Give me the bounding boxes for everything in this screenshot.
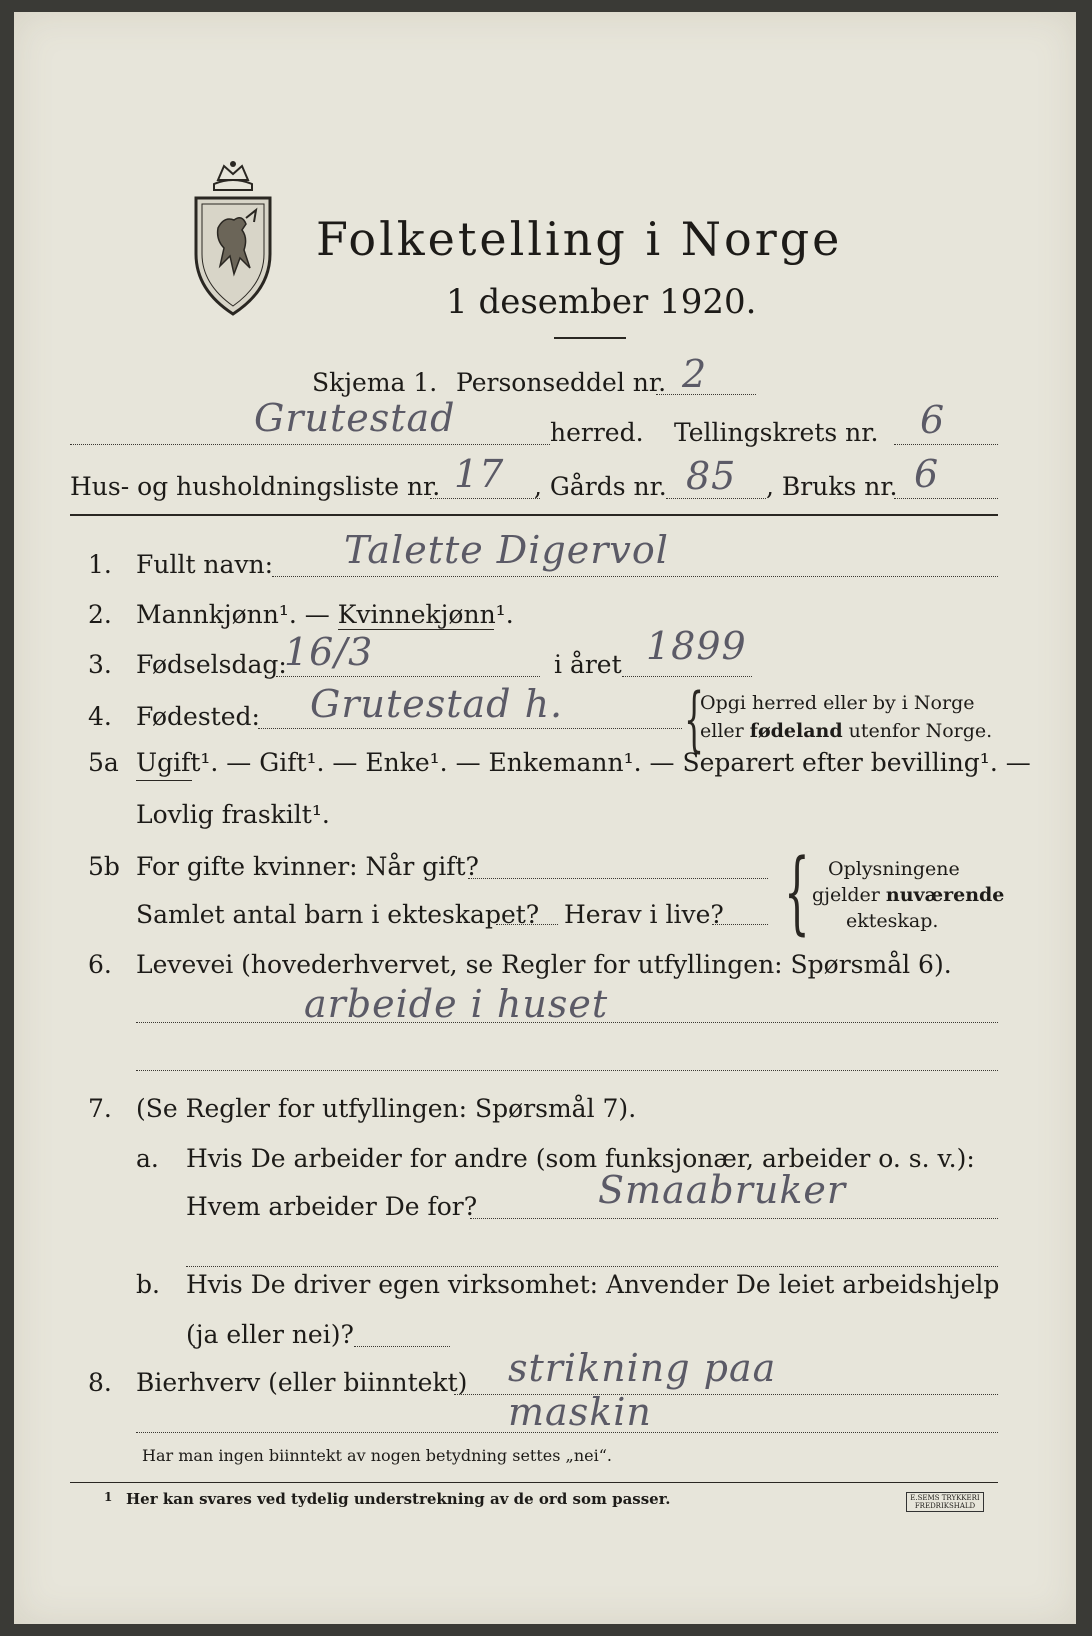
q5b-brace: { xyxy=(784,840,810,945)
coat-of-arms-icon xyxy=(190,158,276,318)
q4-note-line2: eller fødeland utenfor Norge. xyxy=(700,720,993,742)
q7a-label: Hvis De arbeider for andre (som funksjonær, arbeider o. s. v.): xyxy=(186,1144,975,1173)
q5b-married-line xyxy=(468,878,768,879)
q8-number: 8. xyxy=(88,1368,112,1397)
gards-value[interactable]: 85 xyxy=(686,454,737,498)
gards-label: , Gårds nr. xyxy=(534,472,667,501)
tellingskrets-value[interactable]: 6 xyxy=(920,398,946,442)
q7b-letter: b. xyxy=(136,1270,160,1299)
tellingskrets-label: Tellingskrets nr. xyxy=(674,418,879,447)
q2-number: 2. xyxy=(88,600,112,629)
herred-line xyxy=(70,444,550,445)
herred-label: herred. xyxy=(550,418,644,447)
hus-label: Hus- og husholdningsliste nr. xyxy=(70,472,441,501)
side-income-value2[interactable]: maskin xyxy=(508,1390,652,1434)
skjema-label: Skjema 1. xyxy=(312,368,438,397)
occupation-value[interactable]: arbeide i huset xyxy=(304,982,609,1026)
footnote-divider xyxy=(70,1482,998,1483)
q1-label: Fullt navn: xyxy=(136,550,274,579)
q7a-employer-label: Hvem arbeider De for? xyxy=(186,1192,478,1221)
census-date: 1 desember 1920. xyxy=(446,282,757,322)
title-divider xyxy=(554,337,626,339)
employer-value[interactable]: Smaabruker xyxy=(598,1168,847,1212)
q6-number: 6. xyxy=(88,950,112,979)
q7b-label: Hvis De driver egen virksomhet: Anvender De leiet arbeidshjelp xyxy=(186,1270,1000,1299)
q1-number: 1. xyxy=(88,550,112,579)
hus-value[interactable]: 17 xyxy=(454,452,505,496)
q7-number: 7. xyxy=(88,1094,112,1123)
q3-number: 3. xyxy=(88,650,112,679)
herred-value[interactable]: Grutestad xyxy=(254,396,456,440)
q7a-line1 xyxy=(470,1218,998,1219)
bruks-value[interactable]: 6 xyxy=(914,452,940,496)
q4-note-line1: Opgi herred eller by i Norge xyxy=(700,692,975,714)
census-form xyxy=(14,12,1076,1624)
personseddel-label: Personseddel nr. xyxy=(456,368,667,397)
q5b-note1: Oplysningene xyxy=(828,858,960,880)
q6-line1 xyxy=(136,1022,998,1023)
q5b-number: 5b xyxy=(88,852,120,881)
birthdate-value[interactable]: 16/3 xyxy=(284,630,374,674)
q3-label: Fødselsdag: xyxy=(136,650,287,679)
q5a-number: 5a xyxy=(88,748,119,777)
form-title: Folketelling i Norge xyxy=(316,212,843,266)
q5b-note2: gjelder nuværende xyxy=(812,884,1005,906)
bruks-line xyxy=(894,498,998,499)
q4-label: Fødested: xyxy=(136,702,260,731)
q5a-label: Ugift¹. — Gift¹. — Enke¹. — Enkemann¹. — Separert efter bevilling¹. — xyxy=(136,748,1031,777)
q5b-label: For gifte kvinner: Når gift? xyxy=(136,852,479,881)
tellingskrets-line xyxy=(894,444,998,445)
q7b-line xyxy=(354,1346,450,1347)
bruks-label: , Bruks nr. xyxy=(766,472,898,501)
q5b-note3: ekteskap. xyxy=(846,910,939,932)
side-income-value1[interactable]: strikning paa xyxy=(508,1346,777,1390)
q4-number: 4. xyxy=(88,702,112,731)
q1-line xyxy=(272,576,998,577)
gards-line xyxy=(666,498,766,499)
q2-label: Mannkjønn¹. — Kvinnekjønn¹. xyxy=(136,600,514,629)
birthplace-value[interactable]: Grutestad h. xyxy=(310,682,564,726)
q7a-line2 xyxy=(186,1266,998,1267)
personseddel-value[interactable]: 2 xyxy=(682,352,708,396)
q4-line xyxy=(258,728,682,729)
q4-brace: { xyxy=(684,678,705,760)
q7-label: (Se Regler for utfyllingen: Spørsmål 7). xyxy=(136,1094,637,1123)
q5b-alive-line xyxy=(712,924,768,925)
q6-line2 xyxy=(136,1070,998,1071)
q5b-alive-label: Herav i live? xyxy=(564,900,724,929)
q3-line xyxy=(276,676,540,677)
full-name-value[interactable]: Talette Digervol xyxy=(344,528,669,572)
printer-stamp: E.SEMS TRYKKERI FREDRIKSHALD xyxy=(906,1492,984,1512)
birthyear-value[interactable]: 1899 xyxy=(646,624,747,668)
q5b-children-line xyxy=(496,924,558,925)
q7b-label2: (ja eller nei)? xyxy=(186,1320,354,1349)
header-divider xyxy=(70,514,998,516)
q3-year-line xyxy=(622,676,752,677)
hus-line xyxy=(430,498,540,499)
q3-year-label: i året xyxy=(554,650,622,679)
footnote-number: 1 xyxy=(104,1490,113,1504)
q5a-label2: Lovlig fraskilt¹. xyxy=(136,800,330,829)
nei-note: Har man ingen biinntekt av nogen betydning settes „nei“. xyxy=(142,1446,612,1465)
q5b-children-label: Samlet antal barn i ekteskapet? xyxy=(136,900,540,929)
q6-label: Levevei (hovederhvervet, se Regler for utfyllingen: Spørsmål 6). xyxy=(136,950,952,979)
q8-label: Bierhverv (eller biinntekt) xyxy=(136,1368,468,1397)
q5a-underline xyxy=(136,780,192,781)
q7a-letter: a. xyxy=(136,1144,159,1173)
footnote-text: Her kan svares ved tydelig understrekning av de ord som passer. xyxy=(126,1490,671,1508)
